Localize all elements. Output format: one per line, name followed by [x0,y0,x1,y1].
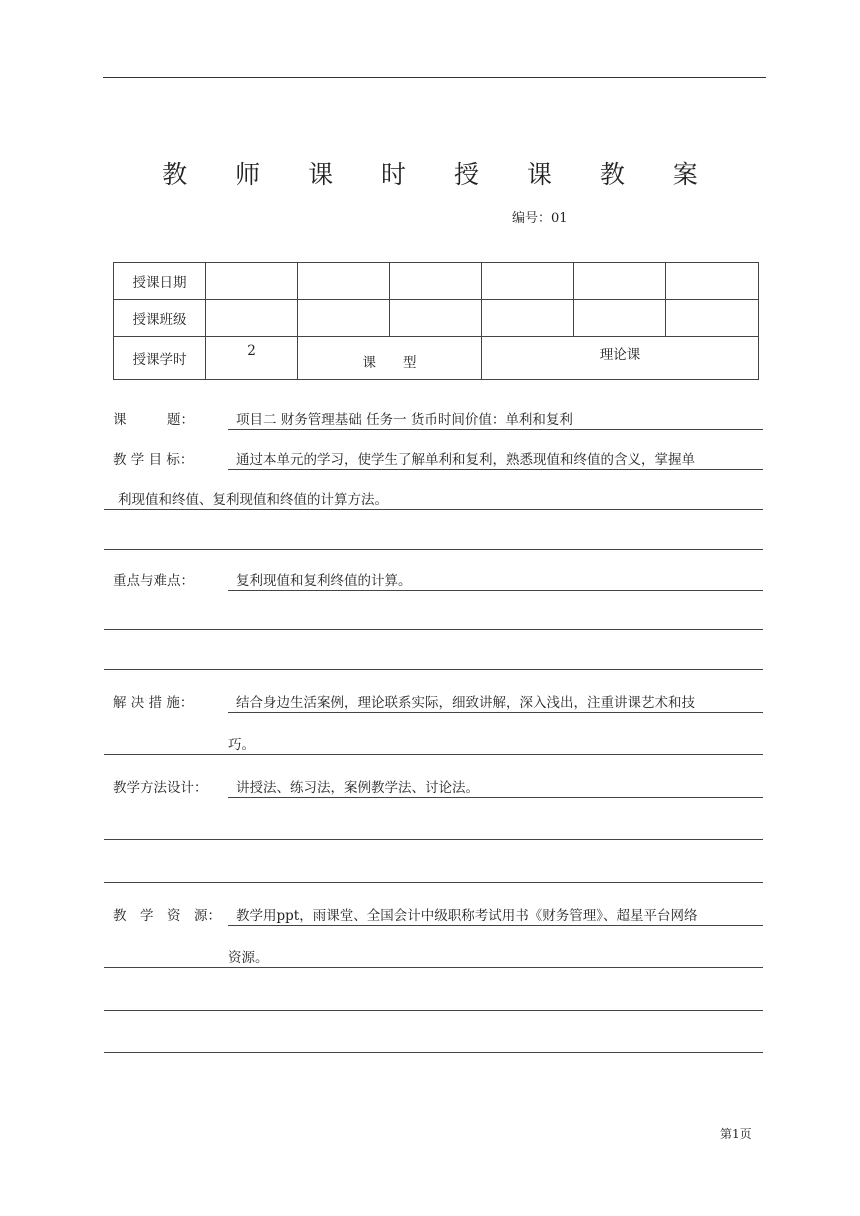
goal-label: 教 学 目 标： [113,452,194,468]
date-cell [390,263,482,300]
table-row-hours [114,337,759,380]
topic-value: 项目二 财务管理基础 任务一 货币时间价值：单利和复利 [236,412,573,428]
header-rule [103,77,766,78]
method-underline-2 [104,839,763,840]
hours-value: 2 [206,337,298,380]
keypoint-label: 重点与难点： [113,573,194,589]
resource-line-1: 教学用ppt，雨课堂、全国会计中级职称考试用书《财务管理》、超星平台网络 [236,908,698,924]
type-value: 理论课 [482,337,759,380]
date-cell [298,263,390,300]
solution-line-2: 巧。 [228,737,255,753]
class-label: 授课班级 [114,300,206,337]
method-underline-3 [104,882,763,883]
resource-underline-3 [104,1010,763,1011]
resource-line-2: 资源。 [228,950,269,966]
resource-underline-2 [104,967,763,968]
table-row-class [114,300,759,337]
course-info-table [113,262,759,380]
topic-underline [228,429,763,430]
goal-underline-2 [104,509,763,510]
class-cell [298,300,390,337]
type-label: 课 型 [298,337,482,380]
date-cell [574,263,666,300]
goal-underline-1 [228,469,763,470]
resource-underline-4 [104,1052,763,1053]
keypoint-underline-2 [104,629,763,630]
goal-underline-3 [104,549,763,550]
solution-label: 解 决 措 施： [113,695,194,711]
date-cell [482,263,574,300]
date-cell [206,263,298,300]
goal-line-1: 通过本单元的学习，使学生了解单利和复利，熟悉现值和终值的含义，掌握单 [236,452,695,468]
document-title: 教 师 课 时 授 课 教 案 [162,160,718,189]
table-row-date [114,263,759,300]
date-cell [666,263,759,300]
document-number: 编号：01 [512,211,568,226]
class-cell [390,300,482,337]
topic-label: 课 题： [113,412,194,428]
keypoint-underline-3 [104,669,763,670]
keypoint-underline-1 [228,590,763,591]
solution-underline-1 [228,712,763,713]
resource-underline-1 [228,925,763,926]
goal-line-2: 利现值和终值、复利现值和终值的计算方法。 [118,492,388,508]
method-underline-1 [228,797,763,798]
class-cell [482,300,574,337]
solution-line-1: 结合身边生活案例，理论联系实际，细致讲解，深入浅出，注重讲课艺术和技 [236,695,695,711]
method-label: 教学方法设计： [113,780,208,796]
page-number: 第1页 [720,1127,752,1141]
class-cell [574,300,666,337]
date-label: 授课日期 [114,263,206,300]
keypoint-value: 复利现值和复利终值的计算。 [236,573,412,589]
method-value: 讲授法、练习法，案例教学法、讨论法。 [236,780,479,796]
class-cell [666,300,759,337]
hours-label: 授课学时 [114,337,206,380]
resource-label: 教 学 资 源： [113,908,221,924]
class-cell [206,300,298,337]
solution-underline-2 [104,754,763,755]
